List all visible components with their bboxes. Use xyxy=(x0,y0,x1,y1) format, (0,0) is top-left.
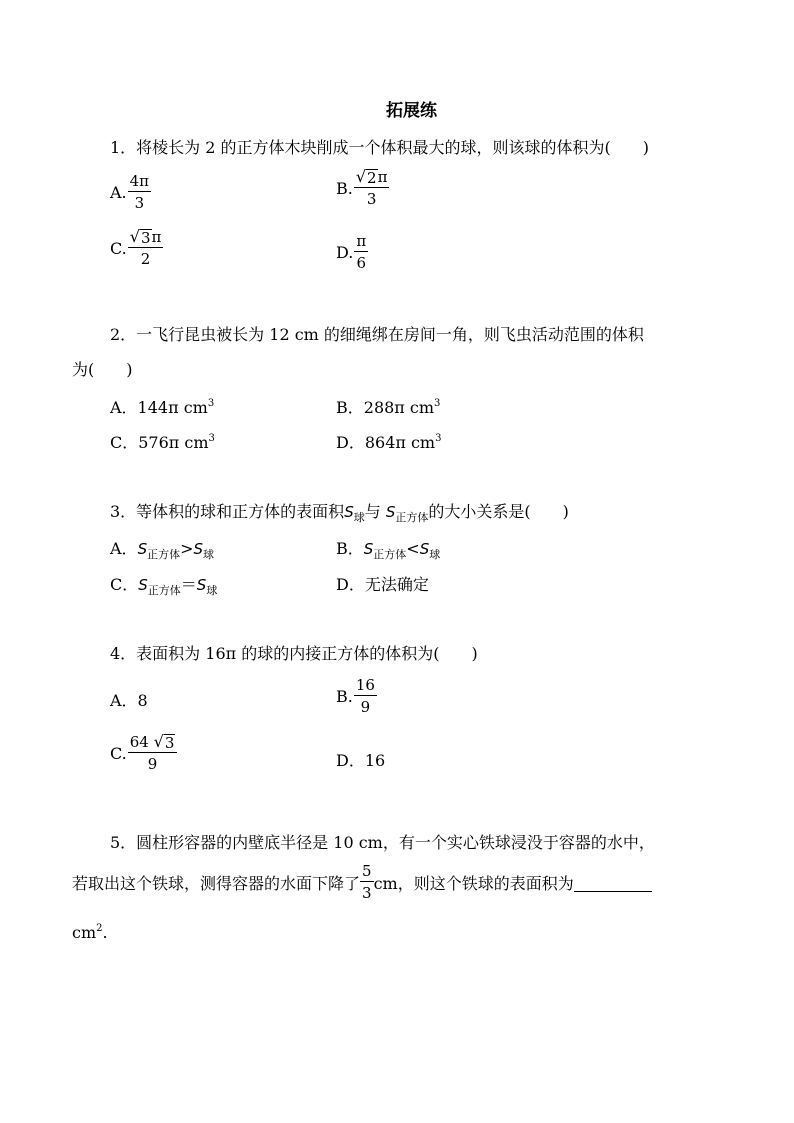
option-text: B．288π cm xyxy=(336,398,435,417)
question-3-option-b xyxy=(336,536,440,559)
operator: ＝ xyxy=(180,575,197,594)
question-4-option-c xyxy=(110,733,177,773)
question-4-option-a: A．8 xyxy=(110,691,148,710)
option-text: D．864π cm xyxy=(336,433,436,452)
question-4-option-d: D．16 xyxy=(336,751,386,770)
question-5-line-3 xyxy=(72,923,108,942)
stem-text: 3．等体积的球和正方体的表面积 xyxy=(110,502,345,521)
question-5-line-2 xyxy=(72,862,652,902)
denominator: 3 xyxy=(362,884,372,902)
symbol-s: S xyxy=(196,576,207,594)
superscript: 3 xyxy=(435,433,442,444)
option-label: C. xyxy=(110,743,127,763)
operator: > xyxy=(180,539,194,558)
superscript: 3 xyxy=(434,398,441,409)
option-label: C. xyxy=(110,238,127,258)
option-label: C． xyxy=(110,575,139,594)
question-2-stem-line-2: 为( ) xyxy=(72,360,133,379)
numerator: 5 xyxy=(362,862,372,880)
symbol-s: S xyxy=(344,503,354,521)
fraction xyxy=(354,676,377,716)
fraction xyxy=(360,862,374,902)
numerator xyxy=(128,228,164,248)
sqrt-symbol: √ 3 xyxy=(153,732,175,752)
symbol-s: S xyxy=(363,540,374,558)
stem-text: 的大小关系是( ) xyxy=(428,502,569,521)
fraction xyxy=(354,168,390,208)
subscript: 正方体 xyxy=(373,548,407,561)
subscript: 球 xyxy=(353,511,365,524)
radicand: 3 xyxy=(140,229,151,247)
question-4-stem: 4．表面积为 16π 的球的内接正方体的体积为( ) xyxy=(110,644,478,663)
fraction xyxy=(128,733,178,773)
option-text: A．144π cm xyxy=(110,398,208,417)
fraction xyxy=(128,172,151,212)
question-1-stem: 1．将棱长为 2 的正方体木块削成一个体积最大的球，则该球的体积为( ) xyxy=(110,138,650,157)
question-1-option-c xyxy=(110,228,163,268)
subscript: 球 xyxy=(206,584,218,597)
option-label: A． xyxy=(110,539,138,558)
question-2-stem-line-1: 2．一飞行昆虫被长为 12 cm 的细绳绑在房间一角，则飞虫活动范围的体积 xyxy=(110,325,644,344)
option-text: C．576π cm xyxy=(110,433,209,452)
superscript: 3 xyxy=(207,398,215,409)
numerator xyxy=(128,733,178,753)
stem-text: cm，则这个铁球的表面积为 xyxy=(373,873,574,893)
stem-text: 与 xyxy=(364,502,381,521)
question-4-option-b xyxy=(336,676,377,716)
question-3-option-c xyxy=(110,572,217,595)
question-3-stem xyxy=(110,499,569,522)
denominator: 3 xyxy=(134,194,145,212)
denominator: 2 xyxy=(140,250,151,268)
numerator-head: 64 xyxy=(129,733,149,751)
question-5-line-1: 5．圆柱形容器的内壁底半径是 10 cm，有一个实心铁球浸没于容器的水中， xyxy=(110,833,655,852)
numerator-tail: π xyxy=(151,228,162,246)
fraction xyxy=(354,232,368,272)
question-3-option-a xyxy=(110,536,214,559)
numerator: π xyxy=(356,232,367,250)
operator: < xyxy=(406,539,420,558)
radicand: 2 xyxy=(367,169,377,187)
question-1-option-a xyxy=(110,172,151,212)
option-label: B. xyxy=(336,178,353,198)
symbol-s: S xyxy=(385,503,396,521)
numerator xyxy=(354,168,390,188)
fraction xyxy=(128,228,164,268)
symbol-s: S xyxy=(137,540,148,558)
sqrt-symbol: √ 2 xyxy=(355,167,377,187)
unit-text: cm xyxy=(72,923,97,942)
question-3-option-d: D．无法确定 xyxy=(336,575,429,594)
option-label: D. xyxy=(336,242,354,262)
symbol-s: S xyxy=(138,576,148,594)
superscript: 3 xyxy=(208,433,215,444)
subscript: 球 xyxy=(429,548,441,561)
answer-blank[interactable] xyxy=(574,873,652,892)
subscript: 正方体 xyxy=(147,548,181,561)
numerator: 4π xyxy=(129,172,150,190)
option-label: B. xyxy=(336,686,353,706)
symbol-s: S xyxy=(419,540,430,558)
option-label: B． xyxy=(336,539,364,558)
radicand: 3 xyxy=(164,734,175,752)
question-2-option-d xyxy=(336,430,441,453)
denominator: 6 xyxy=(356,254,367,272)
numerator-tail: π xyxy=(377,168,388,186)
superscript: 2 xyxy=(96,923,103,934)
subscript: 正方体 xyxy=(395,511,429,524)
period: . xyxy=(102,923,108,942)
numerator: 16 xyxy=(355,676,375,694)
question-2-option-a xyxy=(110,395,214,418)
denominator: 9 xyxy=(360,698,371,716)
stem-text: 若取出这个铁球，测得容器的水面下降了 xyxy=(72,873,361,893)
denominator: 3 xyxy=(366,190,377,208)
question-1-option-b xyxy=(336,168,389,208)
question-2-option-b xyxy=(336,395,440,418)
question-2-option-c xyxy=(110,430,215,453)
sqrt-symbol: √ 3 xyxy=(129,227,151,247)
page-title: 拓展练 xyxy=(386,101,437,121)
subscript: 正方体 xyxy=(147,584,181,597)
question-1-option-d xyxy=(336,232,368,272)
symbol-s: S xyxy=(193,540,204,558)
subscript: 球 xyxy=(203,548,215,561)
denominator: 9 xyxy=(147,755,158,773)
option-label: A. xyxy=(110,182,127,202)
